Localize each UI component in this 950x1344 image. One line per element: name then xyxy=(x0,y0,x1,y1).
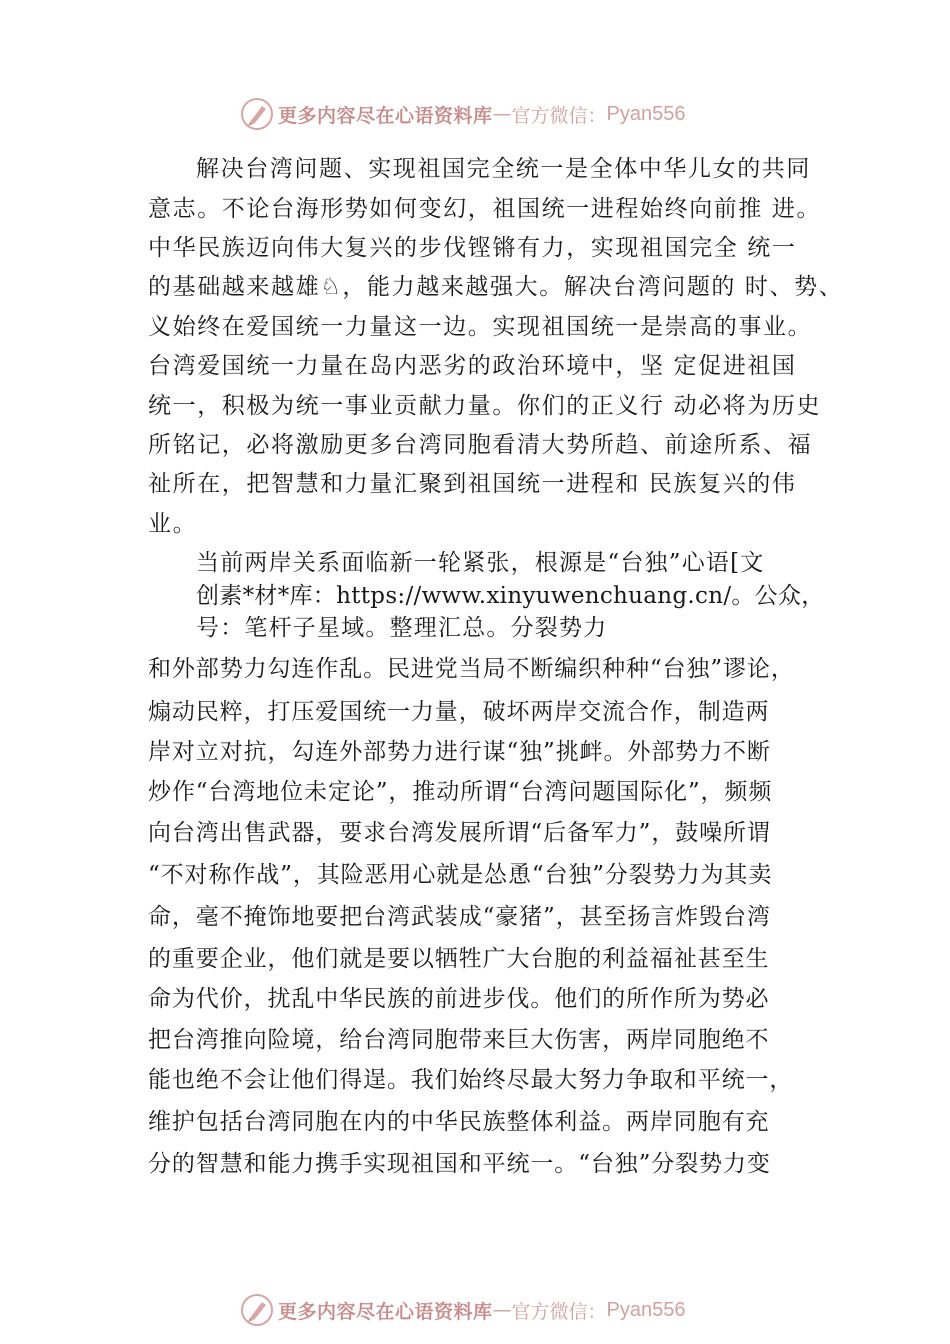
text-line: 炒作“台湾地位未定论”，推动所谓“台湾问题国际化”，频频 xyxy=(148,779,773,805)
text-line: 创素*材*库：https://www.xinyuwenchuang.cn/。公众， xyxy=(196,583,825,609)
text-line: 向台湾出售武器，要求台湾发展所谓“后备军力”，鼓噪所谓 xyxy=(148,820,771,846)
text-line: 能也绝不会让他们得逞。我们始终尽最大努力争取和平统一， xyxy=(148,1067,794,1093)
text-line: 号：笔杆子星域。整理汇总。分裂势力 xyxy=(196,615,608,641)
text-line: 分的智慧和能力携手实现祖国和平统一。“台独”分裂势力变 xyxy=(148,1151,771,1177)
watermark-wechat-id: Pyan556 xyxy=(606,102,686,125)
text-line: 所铭记，必将激励更多台湾同胞看清大势所趋、前途所系、福 xyxy=(148,432,813,458)
text-line: 台湾爱国统一力量在岛内恶劣的政治环境中，坚 定促进祖国 xyxy=(148,353,797,379)
text-line: 意志。不论台海形势如何变幻，祖国统一进程始终向前推 进。 xyxy=(148,196,822,222)
watermark-wechat-id: Pyan556 xyxy=(606,1298,686,1321)
text-line: 当前两岸关系面临新一轮紧张，根源是“台独”心语[文 xyxy=(196,550,765,576)
watermark-text: 更多内容尽在心语资料库 xyxy=(278,1300,493,1323)
watermark-text: 更多内容尽在心语资料库 xyxy=(278,104,493,127)
text-line: 和外部势力勾连作乱。民进党当局不断编织种种“台独”谬论， xyxy=(148,656,795,682)
footer-watermark xyxy=(240,1290,686,1330)
text-line: 解决台湾问题、实现祖国完全统一是全体中华儿女的共同 xyxy=(196,156,811,182)
text-line: 中华民族迈向伟大复兴的步伐铿锵有力，实现祖国完全 统一 xyxy=(148,235,797,261)
text-line: 把台湾推向险境，给台湾同胞带来巨大伤害，两岸同胞绝不 xyxy=(148,1027,770,1053)
watermark-dash: — xyxy=(492,1299,512,1321)
text-line: 命，毫不掩饰地要把台湾武装成“豪猪”，甚至扬言炸毁台湾 xyxy=(148,904,771,930)
text-line: 维护包括台湾同胞在内的中华民族整体利益。两岸同胞有充 xyxy=(148,1109,770,1135)
text-line: 祉所在，把智慧和力量汇聚到祖国统一进程和 民族复兴的伟 xyxy=(148,471,797,497)
text-line: 统一，积极为统一事业贡献力量。你们的正义行 动必将为历史 xyxy=(148,393,822,419)
pen-nib-icon xyxy=(240,97,274,131)
pen-nib-icon xyxy=(240,1293,274,1327)
text-line: 命为代价，扰乱中华民族的前进步伐。他们的所作所为势必 xyxy=(148,986,770,1012)
watermark-wechat-label: 官方微信： xyxy=(511,1300,607,1323)
text-line: 的基础越来越雄♘，能力越来越强大。解决台湾问题的 时、势、 xyxy=(148,274,844,300)
text-line: 义始终在爱国统一力量这一边。实现祖国统一是崇高的事业。 xyxy=(148,314,813,340)
text-line: “不对称作战”，其险恶用心就是怂恿“台独”分裂势力为其卖 xyxy=(148,862,773,888)
text-line: 煽动民粹，打压爱国统一力量，破坏两岸交流合作，制造两 xyxy=(148,699,770,725)
header-watermark xyxy=(240,94,686,134)
text-line: 业。 xyxy=(148,511,198,537)
watermark-dash: — xyxy=(492,103,512,125)
watermark-wechat-label: 官方微信： xyxy=(511,104,607,127)
text-line: 岸对立对抗，勾连外部势力进行谋“独”挑衅。外部势力不断 xyxy=(148,739,771,765)
text-line: 的重要企业，他们就是要以牺牲广大台胞的利益福祉甚至生 xyxy=(148,946,770,972)
